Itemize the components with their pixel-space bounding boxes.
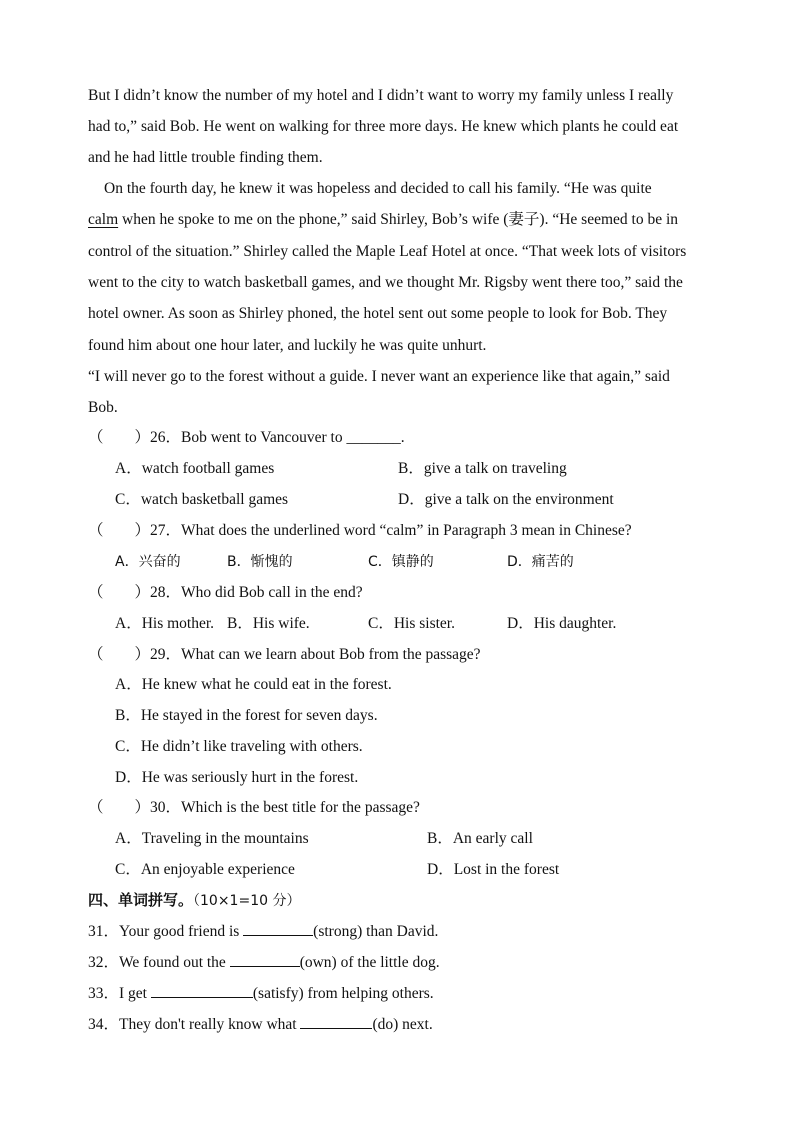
- option-c[interactable]: C．An enjoyable experience: [115, 861, 295, 878]
- option-a[interactable]: A．Traveling in the mountains: [115, 830, 309, 847]
- item-number: 34．: [88, 1016, 120, 1033]
- question-30: [88, 798, 420, 818]
- fill-item-34: [88, 1014, 433, 1035]
- question-text: 28．Who did Bob call in the end?: [150, 584, 363, 601]
- passage-line: hotel owner. As soon as Shirley phoned, the hotel sent out some people to look for Bob. They: [88, 305, 668, 322]
- answer-paren[interactable]: （ ）: [88, 522, 151, 539]
- question-text: 30．Which is the best title for the passage?: [150, 799, 420, 816]
- item-text: They don't really know what: [119, 1016, 301, 1033]
- option-b[interactable]: B．His wife.: [227, 615, 310, 632]
- blank-input[interactable]: [230, 952, 300, 967]
- option-a[interactable]: A．watch football games: [115, 460, 275, 477]
- question-27: [88, 521, 632, 541]
- section-heading: [88, 890, 300, 911]
- item-text: (strong) than David.: [313, 923, 439, 940]
- passage-line: [88, 210, 678, 230]
- passage-line: On the fourth day, he knew it was hopeless and decided to call his family. “He was quite: [104, 180, 652, 197]
- question-26: [88, 428, 405, 448]
- option-a[interactable]: A．He knew what he could eat in the forest.: [115, 676, 392, 693]
- item-number: 33．: [88, 985, 120, 1002]
- question-text: 29．What can we learn about Bob from the passage?: [150, 646, 481, 663]
- option-a[interactable]: A．His mother.: [115, 615, 215, 632]
- passage-text: when he spoke to me on the phone,” said Shirley, Bob’s wife (妻子). “He seemed to be in: [118, 211, 679, 228]
- fill-item-32: [88, 952, 440, 973]
- passage-line: Bob.: [88, 399, 118, 416]
- passage-line: and he had little trouble finding them.: [88, 149, 323, 166]
- answer-paren[interactable]: （ ）: [88, 799, 151, 816]
- item-text: (do) next.: [372, 1016, 433, 1033]
- item-text: We found out the: [119, 954, 230, 971]
- answer-paren[interactable]: （ ）: [88, 429, 151, 446]
- question-text: 27．What does the underlined word “calm” in Paragraph 3 mean in Chinese?: [150, 522, 632, 539]
- blank-input[interactable]: [243, 921, 313, 936]
- passage-line: had to,” said Bob. He went on walking for three more days. He knew which plants he could eat: [88, 118, 679, 135]
- question-28: [88, 583, 363, 603]
- underlined-word: calm: [88, 211, 119, 228]
- question-29: [88, 645, 481, 665]
- option-b[interactable]: B．惭愧的: [227, 554, 293, 570]
- fill-item-31: [88, 921, 438, 942]
- option-d[interactable]: D．Lost in the forest: [427, 861, 560, 878]
- option-b[interactable]: B．He stayed in the forest for seven days.: [115, 707, 378, 724]
- passage-line: “I will never go to the forest without a guide. I never want an experience like that again,” said: [88, 368, 670, 385]
- item-number: 31．: [88, 923, 120, 940]
- passage-line: But I didn’t know the number of my hotel and I didn’t want to worry my family unless I really: [88, 87, 674, 104]
- option-b[interactable]: B．An early call: [427, 830, 533, 847]
- item-text: (own) of the little dog.: [299, 954, 440, 971]
- item-text: I get: [119, 985, 151, 1002]
- option-c[interactable]: C．He didn’t like traveling with others.: [115, 738, 363, 755]
- item-number: 32．: [88, 954, 120, 971]
- item-text: (satisfy) from helping others.: [252, 985, 434, 1002]
- option-b[interactable]: B．give a talk on traveling: [398, 460, 567, 477]
- section-score: （10×1=10 分）: [193, 893, 301, 909]
- passage-line: found him about one hour later, and luckily he was quite unhurt.: [88, 337, 487, 354]
- option-c[interactable]: C．镇静的: [368, 554, 434, 570]
- fill-item-33: [88, 983, 434, 1004]
- answer-paren[interactable]: （ ）: [88, 646, 151, 663]
- blank-input[interactable]: [151, 983, 253, 998]
- question-text: 26．Bob went to Vancouver to _______.: [150, 429, 405, 446]
- option-a[interactable]: A．兴奋的: [115, 554, 181, 570]
- option-c[interactable]: C．watch basketball games: [115, 491, 289, 508]
- option-d[interactable]: D．He was seriously hurt in the forest.: [115, 769, 359, 786]
- passage-line: went to the city to watch basketball games, and we thought Mr. Rigsby went there too,” said the: [88, 274, 683, 291]
- option-c[interactable]: C．His sister.: [368, 615, 455, 632]
- option-d[interactable]: D．His daughter.: [507, 615, 617, 632]
- option-d[interactable]: D．痛苦的: [507, 554, 574, 570]
- item-text: Your good friend is: [119, 923, 244, 940]
- blank-input[interactable]: [300, 1014, 372, 1029]
- option-d[interactable]: D．give a talk on the environment: [398, 491, 614, 508]
- passage-line: control of the situation.” Shirley called the Maple Leaf Hotel at once. “That week lots of visitors: [88, 243, 687, 260]
- answer-paren[interactable]: （ ）: [88, 584, 151, 601]
- section-title: 四、单词拼写。: [88, 891, 194, 909]
